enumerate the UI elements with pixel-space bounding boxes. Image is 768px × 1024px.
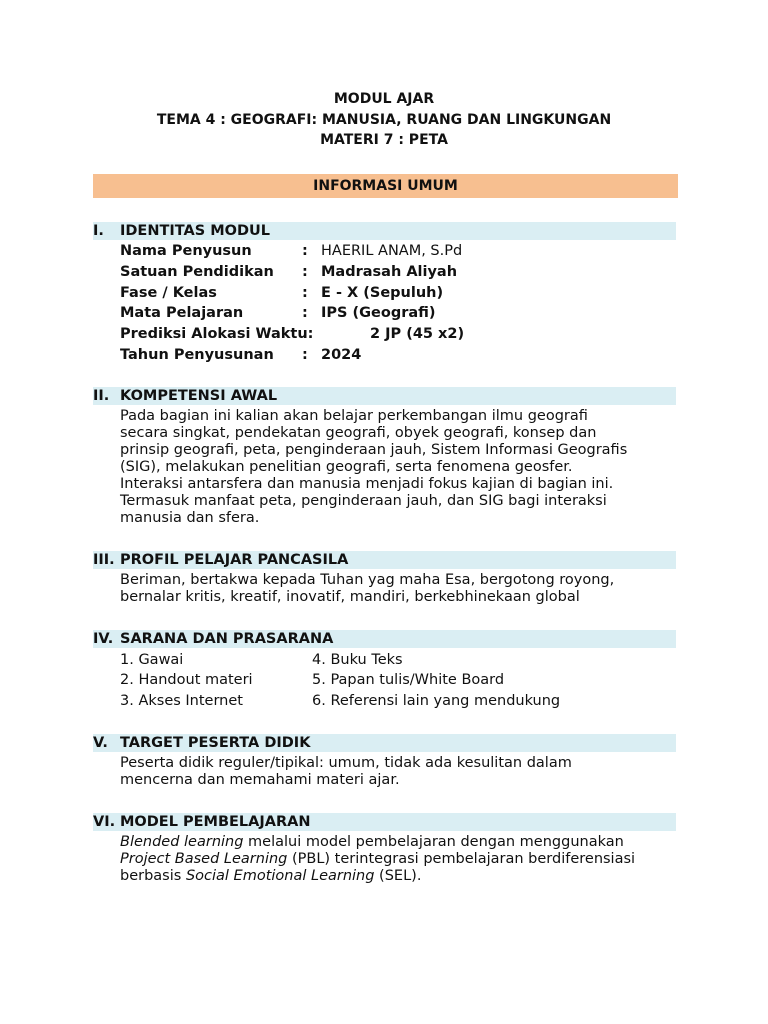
text-line: Peserta didik reguler/tipikal: umum, tidak ada kesulitan dalam [120,755,572,771]
model-paragraph [120,834,676,885]
italic-term: Social Emotional Learning [185,868,375,884]
section-title: KOMPETENSI AWAL [120,388,278,404]
section-title: MODEL PEMBELAJARAN [120,814,311,830]
section-identitas-modul [93,222,676,240]
text-line [120,868,676,885]
field-colon: : [302,243,308,259]
profil-paragraph [120,572,676,606]
field-colon: : [302,305,308,321]
field-value: HAERIL ANAM, S.Pd [321,243,463,259]
section-number: I. [93,223,104,239]
text-line [120,834,676,851]
text-line: bernalar kritis, kreatif, inovatif, mandiri, berkebhinekaan global [120,589,580,605]
section-profil-pelajar [93,551,676,569]
section-number: II. [93,388,110,404]
section-sarana-prasarana [93,630,676,648]
target-paragraph [120,755,676,789]
italic-term: Project Based Learning [120,851,288,867]
field-value: E - X (Sepuluh) [321,285,444,301]
section-kompetensi-awal [93,387,676,405]
kompetensi-paragraph [120,408,676,527]
list-item: 4. Buku Teks [312,652,403,668]
section-title: TARGET PESERTA DIDIK [120,735,311,751]
section-number: VI. [93,814,116,830]
field-colon: : [302,264,308,280]
field-label: Nama Penyusun [120,243,252,259]
list-item: 3. Akses Internet [120,693,243,709]
field-label: Mata Pelajaran [120,305,244,321]
info-umum-banner: INFORMASI UMUM [93,174,678,198]
doc-title: MODUL AJAR [333,91,435,107]
list-item: 5. Papan tulis/White Board [312,672,505,688]
doc-materi: MATERI 7 : PETA [320,132,448,148]
italic-term: Blended learning [120,834,244,850]
text-line: Beriman, bertakwa kepada Tuhan yag maha Esa, bergotong royong, [120,572,615,588]
text-line: manusia dan sfera. [120,510,260,526]
list-item: 2. Handout materi [120,672,253,688]
field-label: Fase / Kelas [120,285,217,301]
text-span: melalui model pembelajaran dengan menggunakan [243,834,624,850]
text-span: (PBL) terintegrasi pembelajaran berdiferensiasi [287,851,636,867]
text-line: mencerna dan memahami materi ajar. [120,772,400,788]
field-value: 2024 [321,347,362,363]
field-label: Tahun Penyusunan [120,347,274,363]
text-line: Interaksi antarsfera dan manusia menjadi fokus kajian di bagian ini. [120,476,614,492]
text-line: Termasuk manfaat peta, penginderaan jauh, dan SIG bagi interaksi [120,493,607,509]
text-span: (SEL). [374,868,422,884]
field-value: Madrasah Aliyah [321,264,458,280]
section-target-peserta [93,734,676,752]
text-line: Pada bagian ini kalian akan belajar perkembangan ilmu geografi [120,408,588,424]
section-number: V. [93,735,108,751]
doc-theme: TEMA 4 : GEOGRAFI: MANUSIA, RUANG DAN LINGKUNGAN [156,112,612,128]
section-model-pembelajaran [93,813,676,831]
text-span: berbasis [120,868,186,884]
list-item: 1. Gawai [120,652,184,668]
field-label: Satuan Pendidikan [120,264,274,280]
section-title: SARANA DAN PRASARANA [120,631,334,647]
text-line: (SIG), melakukan penelitian geografi, serta fenomena geosfer. [120,459,573,475]
section-title: PROFIL PELAJAR PANCASILA [120,552,349,568]
section-title: IDENTITAS MODUL [120,223,271,239]
field-colon: : [302,347,308,363]
text-line: prinsip geografi, peta, penginderaan jauh, Sistem Informasi Geografis [120,442,628,458]
field-value: IPS (Geografi) [321,305,436,321]
list-item: 6. Referensi lain yang mendukung [312,693,561,709]
field-colon: : [302,285,308,301]
text-line [120,851,676,868]
field-value: 2 JP (45 x2) [370,326,465,342]
field-label: Prediksi Alokasi Waktu: [120,326,314,342]
section-number: IV. [93,631,114,647]
text-line: secara singkat, pendekatan geografi, obyek geografi, konsep dan [120,425,597,441]
section-number: III. [93,552,115,568]
